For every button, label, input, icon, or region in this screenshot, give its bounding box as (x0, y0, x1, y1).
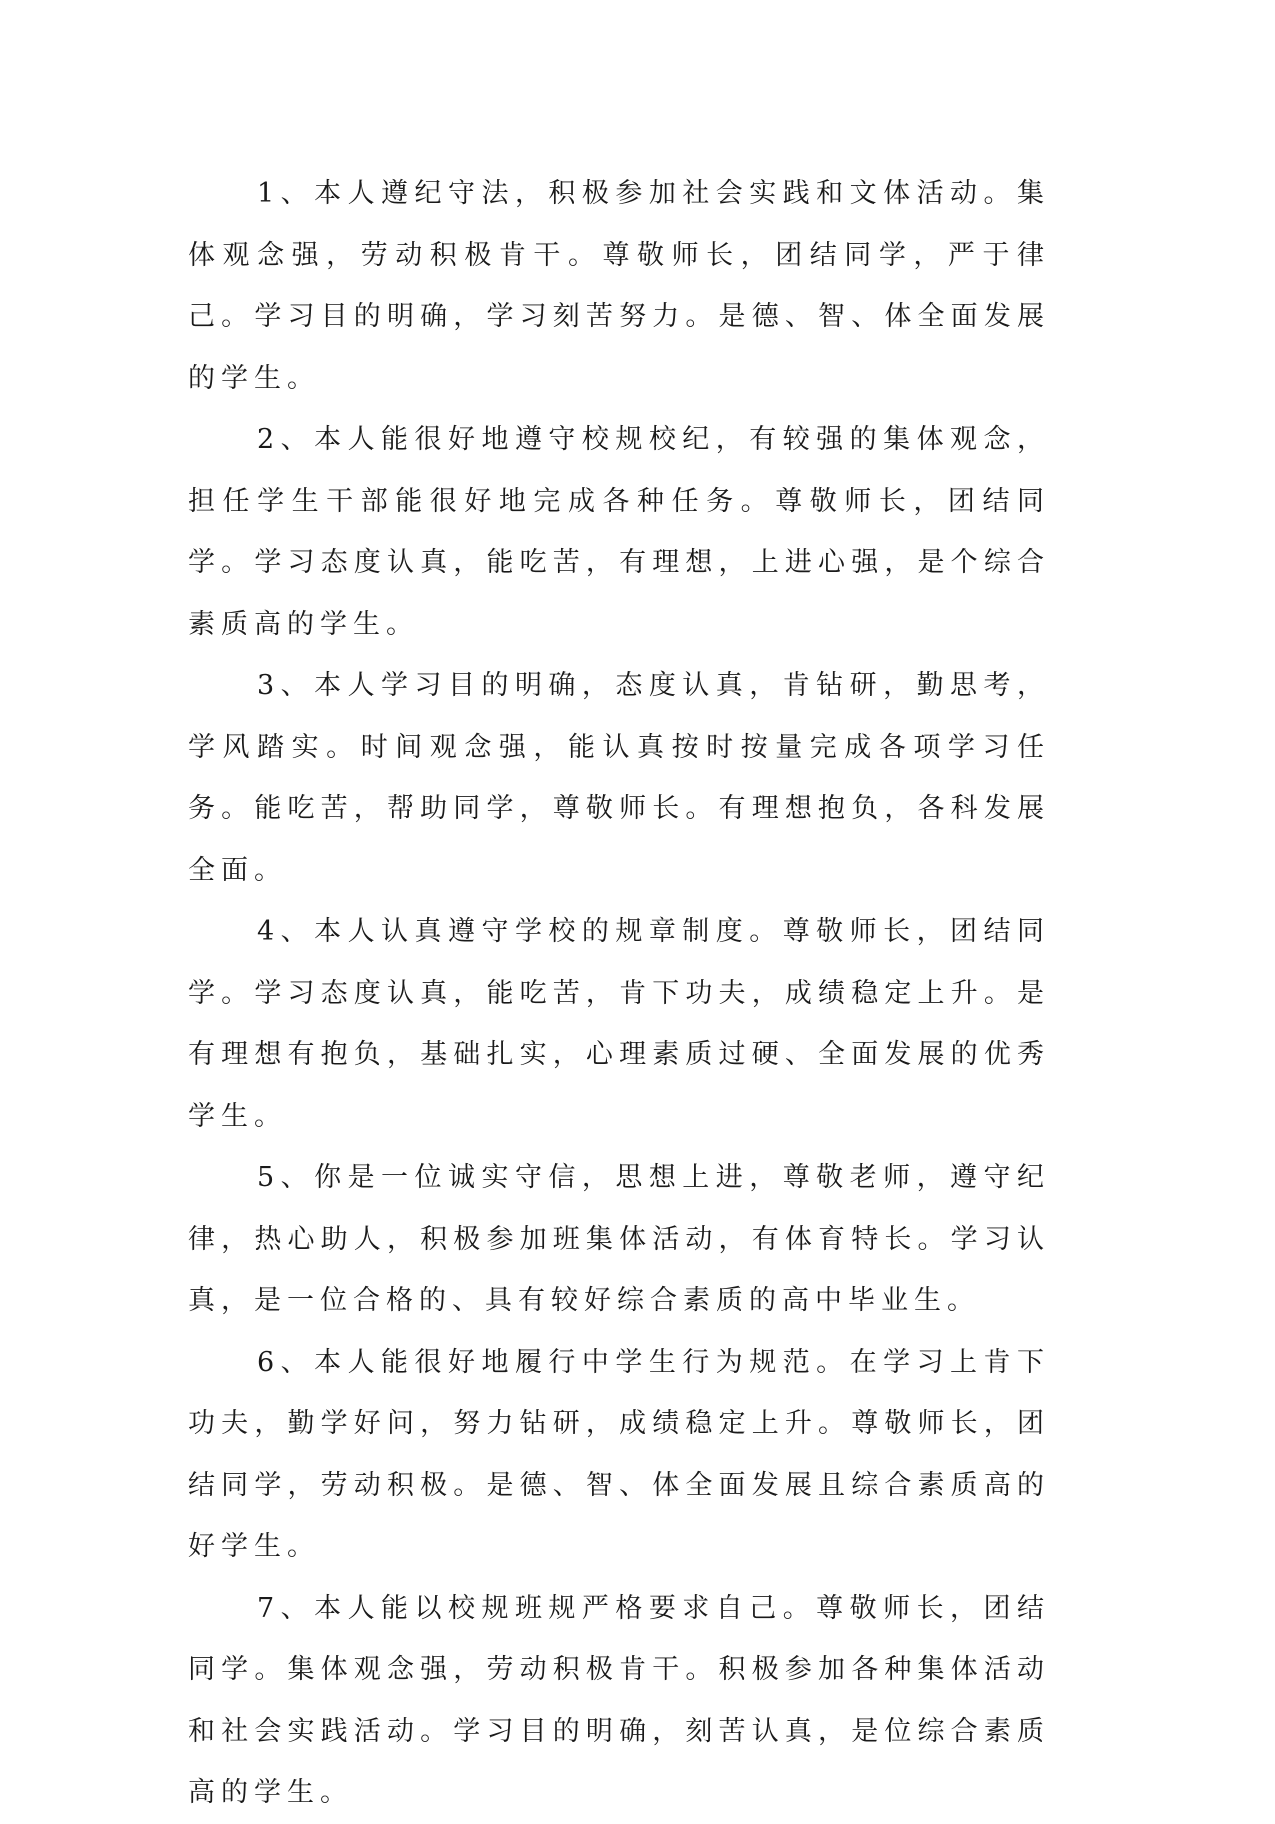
paragraph-4: 4、本人认真遵守学校的规章制度。尊敬师长，团结同学。学习态度认真，能吃苦，肯下功夫，成绩稳定上升。是有理想有抱负，基础扎实，心理素质过硬、全面发展的优秀学生。 (188, 916, 1050, 1132)
paragraph-3: 3、本人学习目的明确，态度认真，肯钻研，勤思考，学风踏实。时间观念强，能认真按时按量完成各项学习任务。能吃苦，帮助同学，尊敬师长。有理想抱负，各科发展全面。 (188, 670, 1050, 886)
paragraph-5: 5、你是一位诚实守信，思想上进，尊敬老师，遵守纪律，热心助人，积极参加班集体活动，有体育特长。学习认真，是一位合格的、具有较好综合素质的高中毕业生。 (188, 1162, 1050, 1316)
paragraph-2: 2、本人能很好地遵守校规校纪，有较强的集体观念，担任学生干部能很好地完成各种任务。尊敬师长，团结同学。学习态度认真，能吃苦，有理想，上进心强，是个综合素质高的学生。 (188, 424, 1050, 640)
paragraph-1: 1、本人遵纪守法，积极参加社会实践和文体活动。集体观念强，劳动积极肯干。尊敬师长，团结同学，严于律己。学习目的明确，学习刻苦努力。是德、智、体全面发展的学生。 (188, 178, 1050, 394)
document-body (188, 163, 1050, 1824)
paragraph-7: 7、本人能以校规班规严格要求自己。尊敬师长，团结同学。集体观念强，劳动积极肯干。积极参加各种集体活动和社会实践活动。学习目的明确，刻苦认真，是位综合素质高的学生。 (188, 1592, 1050, 1808)
paragraph-6: 6、本人能很好地履行中学生行为规范。在学习上肯下功夫，勤学好问，努力钻研，成绩稳定上升。尊敬师长，团结同学，劳动积极。是德、智、体全面发展且综合素质高的好学生。 (188, 1346, 1050, 1562)
